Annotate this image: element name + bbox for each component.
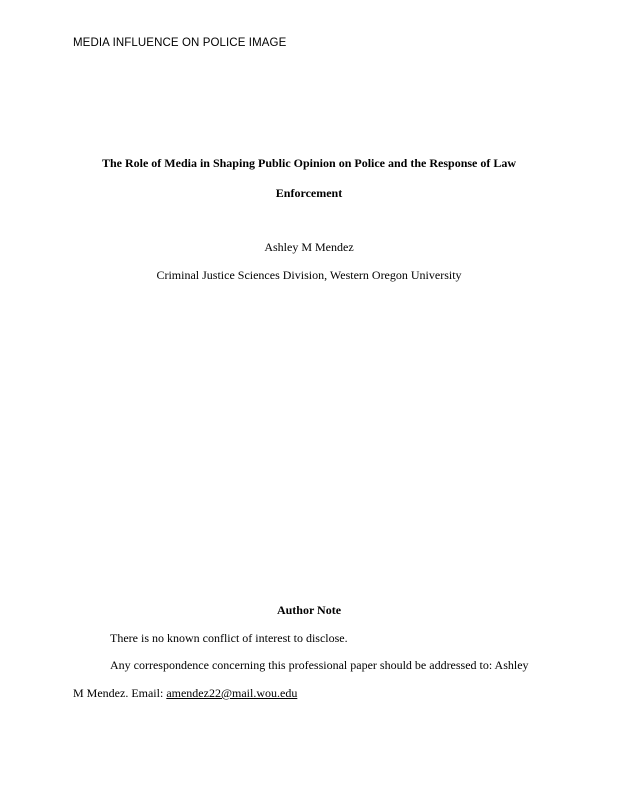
running-head: MEDIA INFLUENCE ON POLICE IMAGE <box>73 37 287 49</box>
correspondence-line-1: Any correspondence concerning this professional paper should be addressed to: Ashley <box>110 658 529 672</box>
author-note-heading: Author Note <box>276 603 342 617</box>
correspondence-prefix: M Mendez. Email: <box>73 686 167 700</box>
paper-title-line-2: Enforcement <box>275 186 343 200</box>
email-link[interactable]: amendez22@mail.wou.edu <box>166 686 298 700</box>
correspondence-line-2 <box>73 686 297 701</box>
paper-title-line-1: The Role of Media in Shaping Public Opinion on Police and the Response of Law <box>101 156 517 170</box>
author-name: Ashley M Mendez <box>264 240 354 254</box>
conflict-of-interest-statement: There is no known conflict of interest to disclose. <box>110 631 348 645</box>
author-affiliation: Criminal Justice Sciences Division, Western Oregon University <box>156 268 462 282</box>
